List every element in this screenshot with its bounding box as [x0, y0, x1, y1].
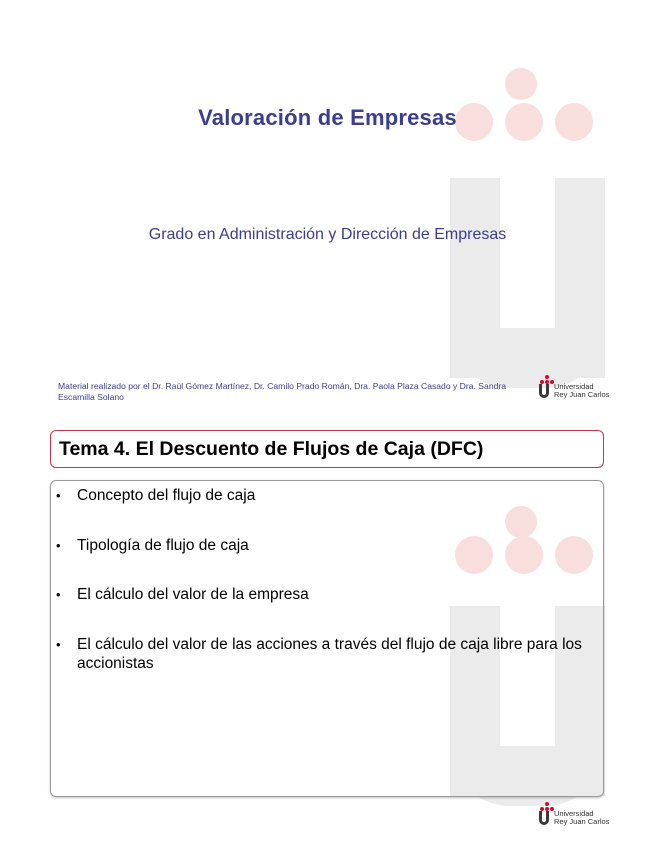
bullet-text: El cálculo del valor de la empresa	[77, 586, 309, 603]
content-slide	[0, 424, 655, 848]
bullet-marker: •	[56, 488, 61, 503]
list-item	[56, 585, 587, 604]
logo-text-line-1: Universidad	[554, 382, 594, 391]
topic-title-box	[50, 430, 604, 468]
list-item	[56, 486, 587, 505]
list-item	[56, 635, 587, 673]
presentation-title: Valoración de Empresas	[198, 105, 457, 130]
bullet-text: Tipología de flujo de caja	[77, 537, 249, 554]
university-logo-icon	[538, 804, 618, 834]
bullet-text: Concepto del flujo de caja	[77, 487, 256, 504]
content-box	[50, 480, 604, 797]
topic-title: Tema 4. El Descuento de Flujos de Caja (DFC)	[59, 438, 484, 460]
list-item	[56, 536, 587, 555]
logo-text-line-2: Rey Juan Carlos	[554, 390, 610, 399]
presentation-subtitle: Grado en Administración y Dirección de Empresas	[148, 226, 507, 243]
bullet-marker: •	[56, 587, 61, 602]
university-logo-icon	[538, 377, 618, 407]
logo-text-line-1: Universidad	[554, 809, 594, 818]
bullet-marker: •	[56, 637, 61, 652]
credits-text: Material realizado por el Dr. Raúl Gómez Martínez, Dr. Camilo Prado Román, Dra. Paola Plaza Casado y Dra. Sandra Escamilla Solano	[58, 381, 507, 402]
bullet-text: El cálculo del valor de las acciones a través del flujo de caja libre para los accionistas	[77, 636, 582, 672]
logo-text-line-2: Rey Juan Carlos	[554, 817, 610, 826]
bullet-marker: •	[56, 538, 61, 553]
